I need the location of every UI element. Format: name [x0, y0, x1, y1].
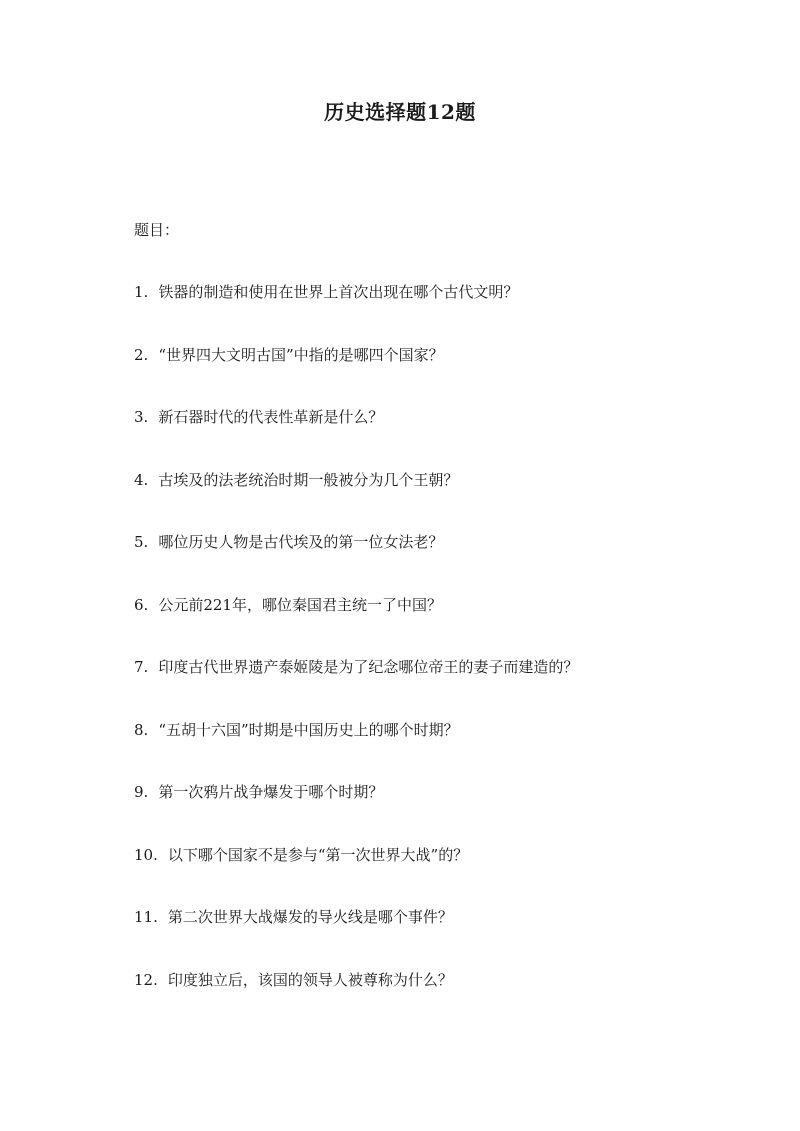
question-item [134, 343, 734, 406]
question-number: 9. [134, 783, 149, 801]
question-number: 8. [134, 720, 149, 739]
question-number: 12. [134, 970, 158, 989]
question-item [134, 843, 734, 906]
question-item [134, 280, 734, 343]
question-number: 1. [134, 283, 149, 301]
question-number: 4. [134, 470, 149, 489]
question-text: 印度古代世界遗产泰姬陵是为了纪念哪位帝王的妻子而建造的？ [158, 658, 579, 676]
question-number: 2. [134, 345, 149, 364]
question-text: 新石器时代的代表性革新是什么？ [158, 408, 384, 426]
question-item [134, 468, 734, 531]
question-item [134, 718, 734, 781]
question-list [134, 280, 734, 1030]
question-text: 第一次鸦片战争爆发于哪个时期？ [158, 783, 384, 801]
question-item [134, 593, 734, 656]
question-text: “世界四大文明古国”中指的是哪四个国家？ [158, 345, 444, 364]
question-number: 10. [134, 845, 158, 864]
question-text: 哪位历史人物是古代埃及的第一位女法老？ [158, 533, 444, 551]
question-number: 3. [134, 408, 149, 426]
question-text: 铁器的制造和使用在世界上首次出现在哪个古代文明？ [158, 283, 519, 301]
question-text: 印度独立后，该国的领导人被尊称为什么？ [167, 970, 453, 989]
question-text: “五胡十六国”时期是中国历史上的哪个时期？ [158, 720, 459, 739]
question-number: 6. [134, 595, 149, 614]
question-item [134, 655, 734, 718]
question-item [134, 405, 734, 468]
question-text: 以下哪个国家不是参与“第一次世界大战”的？ [167, 845, 469, 864]
question-text: 第二次世界大战爆发的导火线是哪个事件？ [167, 908, 453, 926]
question-item [134, 780, 734, 843]
question-number: 7. [134, 658, 149, 676]
page-title: 历史选择题12题 [324, 100, 476, 124]
question-item [134, 530, 734, 593]
question-text: 公元前221年，哪位秦国君主统一了中国？ [158, 595, 442, 614]
question-item [134, 968, 734, 1031]
question-number: 11. [134, 908, 158, 926]
question-number: 5. [134, 533, 149, 551]
question-text: 古埃及的法老统治时期一般被分为几个王朝？ [158, 470, 459, 489]
section-label: 题目： [134, 221, 180, 239]
question-item [134, 905, 734, 968]
